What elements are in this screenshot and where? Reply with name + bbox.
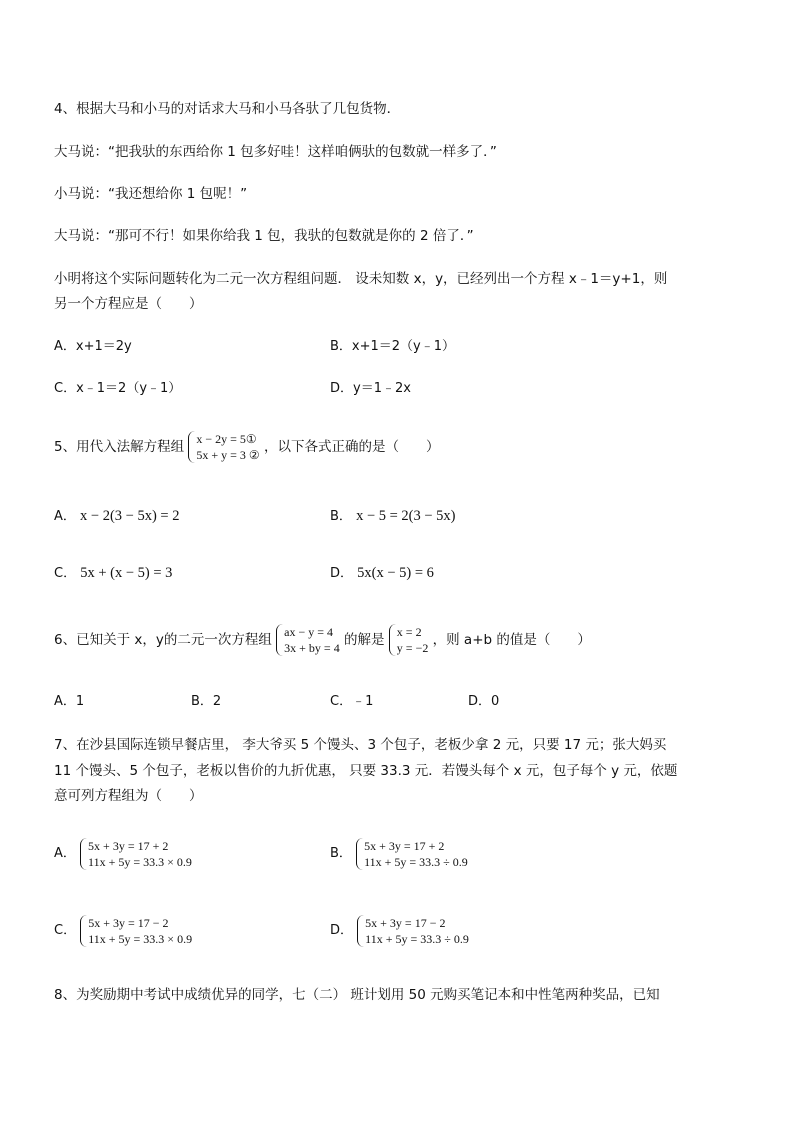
q4-dialog-1: 大马说：“把我驮的东西给你 1 包多好哇！这样咱俩驮的包数就一样多了．”	[54, 144, 497, 160]
q6-option-d[interactable]: D．0	[468, 694, 500, 709]
q6-option-b[interactable]: B．2	[191, 694, 222, 709]
q7-option-d-eq2: 11x + 5y = 33.3 ÷ 0.9	[365, 931, 469, 946]
q5-option-b-formula: x − 5 = 2(3 − 5x)	[356, 508, 456, 524]
q5-option-b-label: B．	[330, 509, 352, 524]
q7-option-c-system	[80, 915, 192, 947]
q6-stem-pre: 6、已知关于 x，y的二元一次方程组	[54, 632, 272, 648]
q4-option-b[interactable]: B．x+1＝2（y﹣1）	[330, 339, 456, 354]
q4-title: 4、根据大马和小马的对话求大马和小马各驮了几包货物．	[54, 101, 401, 117]
q6-stem	[54, 621, 591, 659]
q7-option-d-label: D．	[330, 923, 354, 938]
q5-option-a-label: A．	[54, 509, 76, 524]
q5-system	[188, 431, 259, 463]
q7-option-b-label: B．	[330, 846, 352, 861]
q5-stem-pre: 5、用代入法解方程组	[54, 439, 185, 455]
q6-stem-post: ，则 a+b 的值是（ ）	[432, 632, 591, 648]
q6-solution-eq2: y = −2	[396, 641, 429, 655]
q6-system	[276, 624, 340, 656]
q7-option-a-label: A．	[54, 846, 76, 861]
q6-option-a[interactable]: A．1	[54, 694, 85, 709]
q5-option-d[interactable]	[330, 564, 434, 583]
q5-stem	[54, 428, 439, 466]
q7-stem-line-3: 意可列方程组为（ ）	[54, 788, 203, 804]
q7-option-b-eq1: 5x + 3y = 17 + 2	[364, 838, 445, 853]
q6-system-eq1: ax − y = 4	[284, 625, 334, 639]
q5-option-c[interactable]	[54, 564, 172, 583]
q4-option-a[interactable]: A．x+1＝2y	[54, 339, 132, 354]
q4-dialog-2: 小马说：“我还想给你 1 包呢！”	[54, 186, 248, 202]
q4-dialog-3: 大马说：“那可不行！如果你给我 1 包，我驮的包数就是你的 2 倍了．”	[54, 228, 474, 244]
q8-stem-line-1: 8、为奖励期中考试中成绩优异的同学，七（二） 班计划用 50 元购买笔记本和中性笔两种奖品，已知	[54, 987, 660, 1003]
q6-stem-mid: 的解是	[344, 632, 385, 648]
q6-system-eq2: 3x + by = 4	[284, 641, 340, 655]
q7-stem-line-1: 7、在沙县国际连锁早餐店里， 李大爷买 5 个馒头、3 个包子，老板少拿 2 元，只要 17 元；张大妈买	[54, 737, 667, 753]
q5-option-a-formula: x − 2(3 − 5x) = 2	[80, 508, 180, 524]
q7-option-d[interactable]	[330, 913, 469, 949]
q7-stem-line-2: 11 个馒头、5 个包子，老板以售价的九折优惠， 只要 33.3 元．若馒头每个 x 元，包子每个 y 元，依题	[54, 763, 678, 779]
q5-system-eq2: 5x + y = 3 ②	[196, 448, 260, 462]
q6-solution-eq1: x = 2	[396, 625, 422, 639]
q7-option-a-system	[80, 838, 192, 870]
q7-option-b-system	[356, 838, 468, 870]
q7-option-c-eq2: 11x + 5y = 33.3 × 0.9	[88, 931, 193, 946]
q4-option-d[interactable]: D．y＝1﹣2x	[330, 381, 411, 396]
q6-solution	[389, 624, 429, 656]
q4-prompt-1: 小明将这个实际问题转化为二元一次方程组问题． 设未知数 x，y，已经列出一个方程 x﹣1＝y+1，则	[54, 271, 668, 287]
q7-option-d-eq1: 5x + 3y = 17 − 2	[365, 915, 446, 930]
q4-prompt-2: 另一个方程应是（ ）	[54, 296, 203, 312]
q5-option-c-formula: 5x + (x − 5) = 3	[80, 565, 173, 581]
q7-option-b[interactable]	[330, 836, 468, 872]
q5-option-d-label: D．	[330, 566, 354, 581]
q7-option-b-eq2: 11x + 5y = 33.3 ÷ 0.9	[364, 854, 468, 869]
q7-option-c-eq1: 5x + 3y = 17 − 2	[88, 915, 169, 930]
q5-stem-post: ，以下各式正确的是（ ）	[263, 439, 440, 455]
q7-option-d-system	[357, 915, 469, 947]
q7-option-a[interactable]	[54, 836, 192, 872]
q5-option-b[interactable]	[330, 507, 456, 526]
q7-option-c[interactable]	[54, 913, 192, 949]
q5-option-c-label: C．	[54, 566, 77, 581]
q5-option-d-formula: 5x(x − 5) = 6	[357, 565, 434, 581]
q6-option-c[interactable]: C．﹣1	[330, 694, 374, 709]
q4-option-c[interactable]: C．x﹣1＝2（y﹣1）	[54, 381, 182, 396]
q5-system-eq1: x − 2y = 5①	[196, 432, 257, 446]
q7-option-a-eq2: 11x + 5y = 33.3 × 0.9	[88, 854, 192, 869]
q7-option-c-label: C．	[54, 923, 77, 938]
q7-option-a-eq1: 5x + 3y = 17 + 2	[88, 838, 169, 853]
q5-option-a[interactable]	[54, 507, 180, 526]
